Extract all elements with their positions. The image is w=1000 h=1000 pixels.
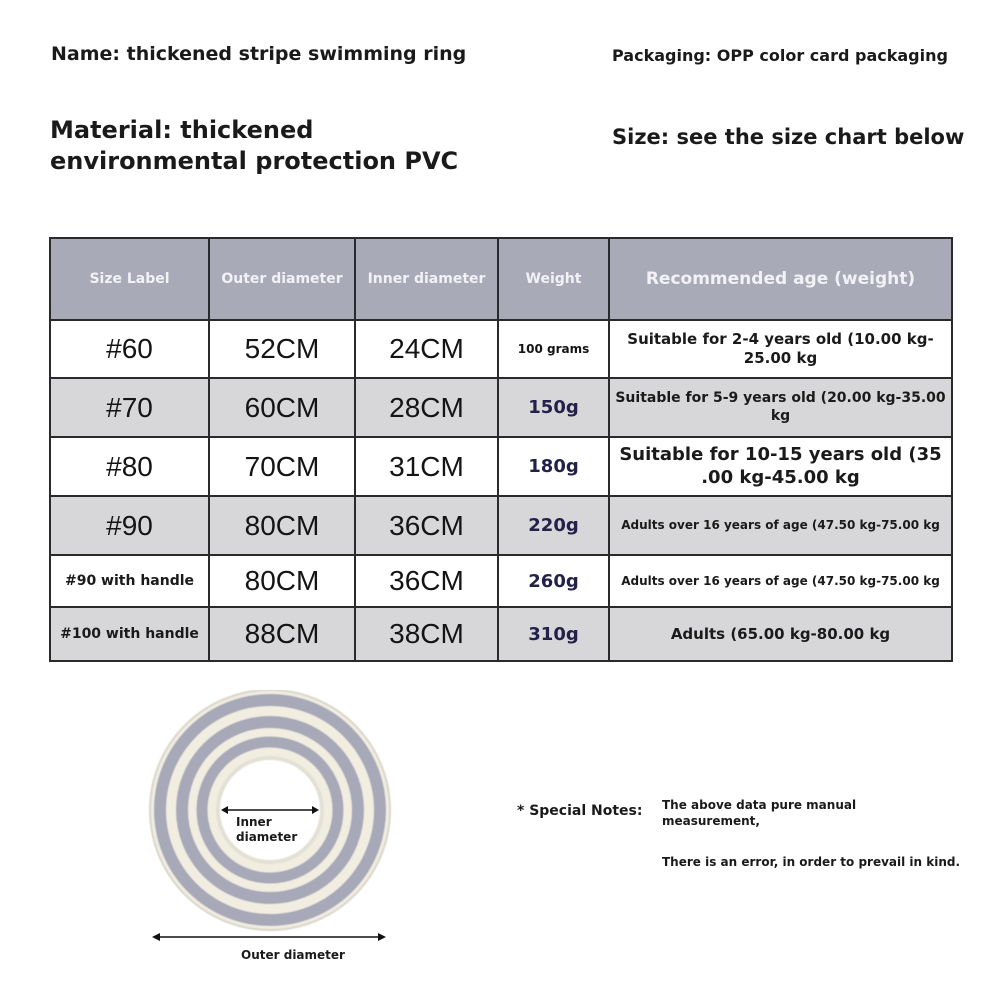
cell-weight: 220g: [498, 496, 609, 555]
cell-outer: 70CM: [209, 437, 355, 496]
header-outer-diameter: Outer diameter: [209, 238, 355, 320]
cell-inner: 36CM: [355, 496, 498, 555]
packaging-info: Packaging: OPP color card packaging: [612, 46, 948, 65]
cell-weight: 150g: [498, 378, 609, 437]
cell-size: #90: [50, 496, 209, 555]
table-row: [50, 378, 952, 437]
cell-age: Suitable for 5-9 years old (20.00 kg-35.00 kg: [609, 378, 952, 437]
header-recommended-age: Recommended age (weight): [609, 238, 952, 320]
table-row: [50, 496, 952, 555]
cell-weight: 310g: [498, 607, 609, 661]
cell-size: #90 with handle: [50, 555, 209, 607]
header-inner-diameter: Inner diameter: [355, 238, 498, 320]
cell-outer: 80CM: [209, 555, 355, 607]
outer-diameter-arrow: [152, 933, 386, 941]
cell-weight: 260g: [498, 555, 609, 607]
size-info: Size: see the size chart below: [612, 125, 965, 149]
cell-size: #60: [50, 320, 209, 378]
inner-diameter-label: Inner diameter: [236, 815, 298, 844]
product-name: Name: thickened stripe swimming ring: [51, 43, 467, 65]
cell-outer: 52CM: [209, 320, 355, 378]
cell-inner: 38CM: [355, 607, 498, 661]
size-chart-table: [49, 237, 953, 662]
material-line-1: Material: thickened: [50, 116, 314, 144]
table-row: [50, 555, 952, 607]
header-size-label: Size Label: [50, 238, 209, 320]
cell-weight: 100 grams: [498, 320, 609, 378]
cell-age: Adults (65.00 kg-80.00 kg: [609, 607, 952, 661]
note-line-2: There is an error, in order to prevail in kind.: [662, 855, 961, 869]
cell-outer: 60CM: [209, 378, 355, 437]
cell-inner: 36CM: [355, 555, 498, 607]
outer-diameter-label: Outer diameter: [241, 948, 345, 962]
note-line-1: The above data pure manual measurement,: [662, 798, 857, 828]
cell-inner: 28CM: [355, 378, 498, 437]
cell-size: #100 with handle: [50, 607, 209, 661]
cell-size: #80: [50, 437, 209, 496]
cell-age: Suitable for 10-15 years old (35 .00 kg-45.00 kg: [609, 437, 952, 496]
cell-outer: 88CM: [209, 607, 355, 661]
table-row: [50, 437, 952, 496]
header-weight: Weight: [498, 238, 609, 320]
material-line-2: environmental protection PVC: [50, 147, 459, 175]
cell-inner: 31CM: [355, 437, 498, 496]
table-row: [50, 607, 952, 661]
cell-age: Adults over 16 years of age (47.50 kg-75.00 kg: [609, 496, 952, 555]
cell-age: Suitable for 2-4 years old (10.00 kg-25.00 kg: [609, 320, 952, 378]
special-notes-label: * Special Notes:: [517, 803, 643, 819]
cell-size: #70: [50, 378, 209, 437]
cell-inner: 24CM: [355, 320, 498, 378]
cell-outer: 80CM: [209, 496, 355, 555]
cell-age: Adults over 16 years of age (47.50 kg-75.00 kg: [609, 555, 952, 607]
table-header-row: [50, 238, 952, 320]
cell-weight: 180g: [498, 437, 609, 496]
table-row: [50, 320, 952, 378]
